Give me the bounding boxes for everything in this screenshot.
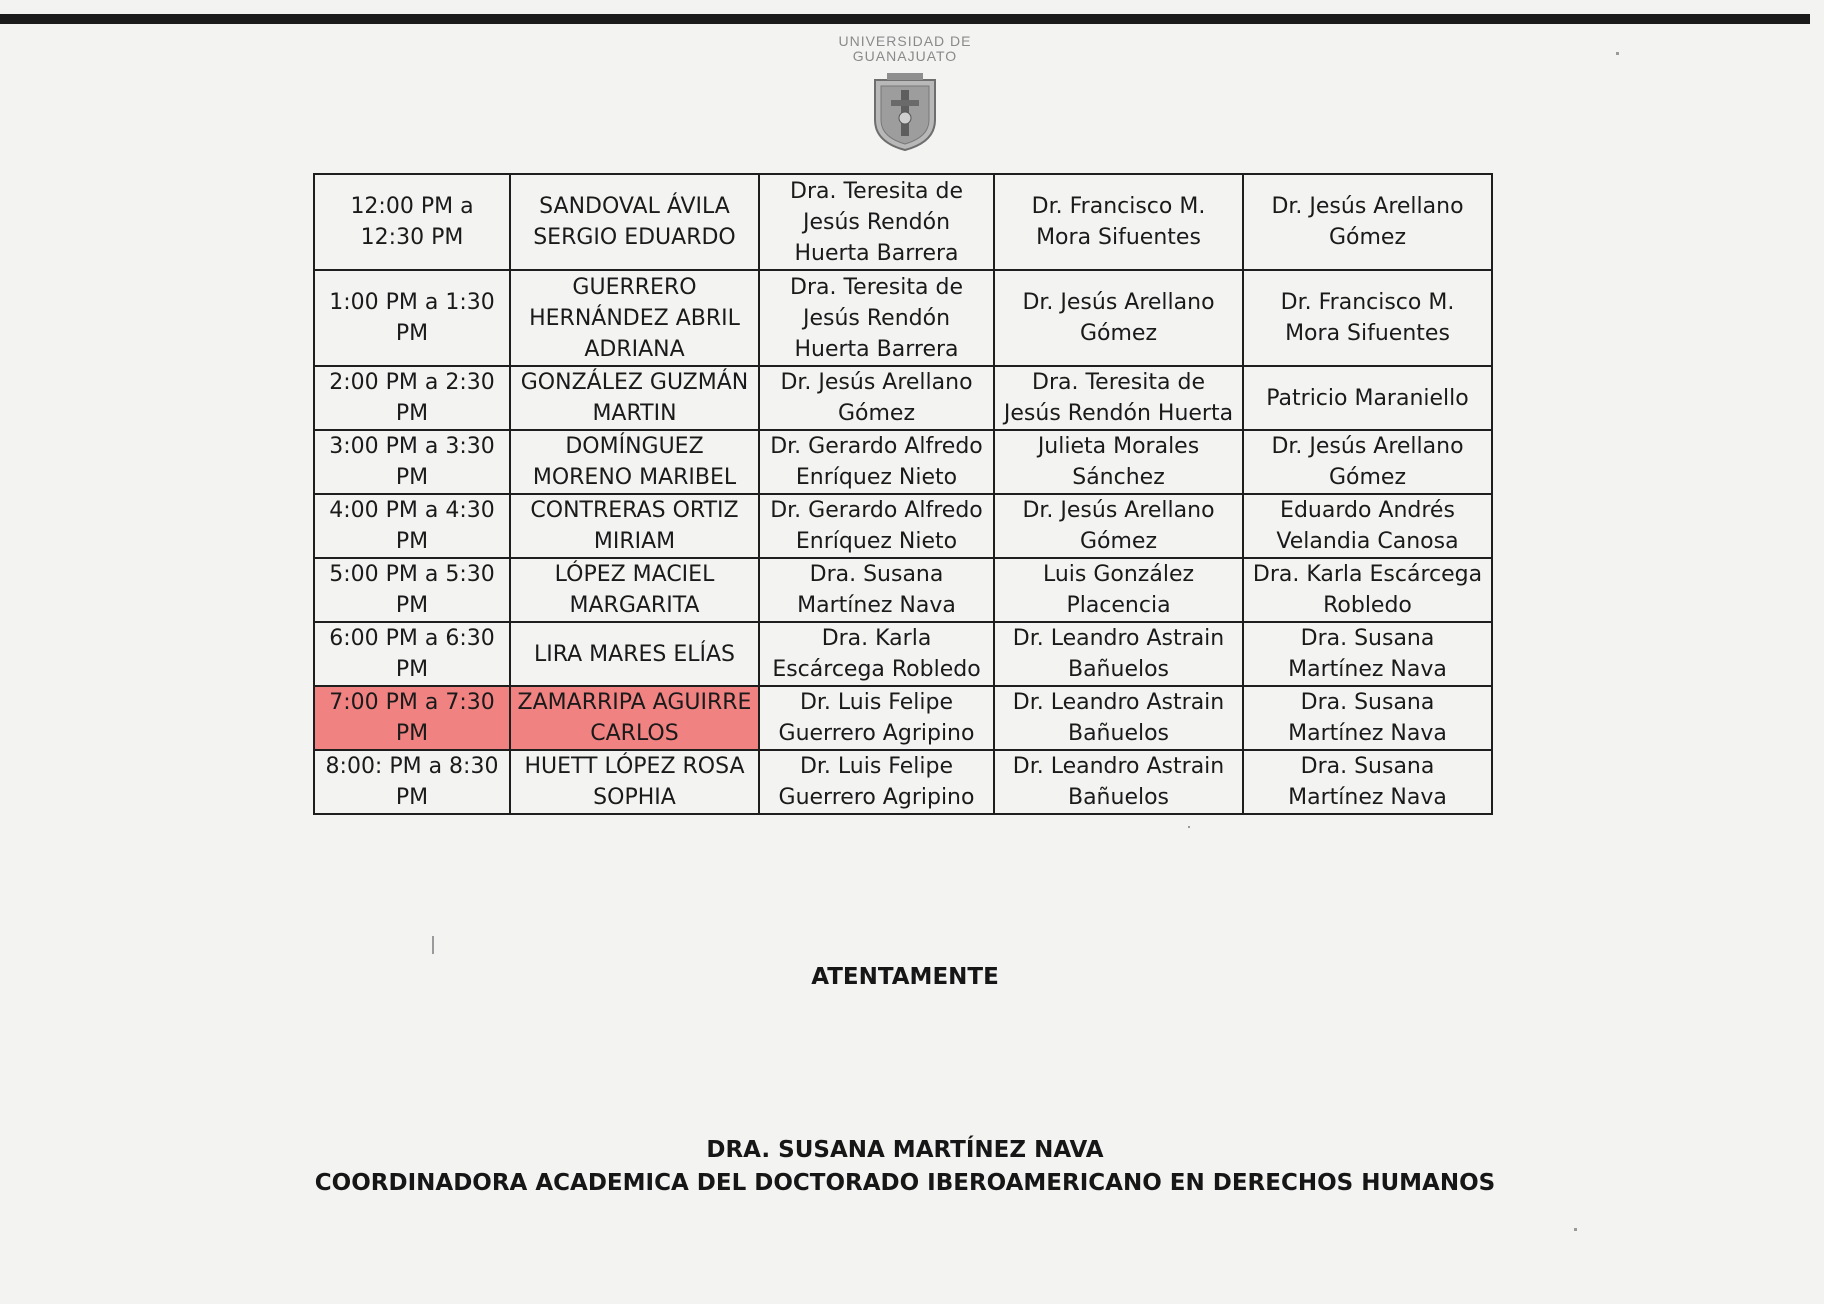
student-name: CONTRERAS ORTIZ MIRIAM xyxy=(510,494,759,558)
reviewer-3: Dr. Jesús Arellano Gómez xyxy=(1243,430,1492,494)
student-name: SANDOVAL ÁVILA SERGIO EDUARDO xyxy=(510,174,759,270)
closing-salutation: ATENTAMENTE xyxy=(811,964,999,990)
top-rule xyxy=(0,14,1810,24)
reviewer-2: Luis González Placencia xyxy=(994,558,1243,622)
student-name: LIRA MARES ELÍAS xyxy=(510,622,759,686)
institution-name: UNIVERSIDAD DE GUANAJUATO xyxy=(838,33,972,64)
schedule-table xyxy=(313,173,1493,815)
scan-speck xyxy=(432,936,434,954)
reviewer-3: Dr. Jesús Arellano Gómez xyxy=(1243,174,1492,270)
scan-speck xyxy=(1574,1228,1577,1231)
reviewer-1: Dra. Karla Escárcega Robledo xyxy=(759,622,994,686)
table-row xyxy=(314,750,1492,814)
student-name: HUETT LÓPEZ ROSA SOPHIA xyxy=(510,750,759,814)
table-row xyxy=(314,686,1492,750)
table-row xyxy=(314,366,1492,430)
table-row xyxy=(314,494,1492,558)
time-slot-highlighted: 7:00 PM a 7:30 PM xyxy=(314,686,510,750)
reviewer-3: Patricio Maraniello xyxy=(1243,366,1492,430)
time-slot: 2:00 PM a 2:30 PM xyxy=(314,366,510,430)
time-slot: 1:00 PM a 1:30 PM xyxy=(314,270,510,366)
reviewer-3: Dr. Francisco M. Mora Sifuentes xyxy=(1243,270,1492,366)
student-name: GONZÁLEZ GUZMÁN MARTIN xyxy=(510,366,759,430)
reviewer-2: Dr. Leandro Astrain Bañuelos xyxy=(994,686,1243,750)
university-seal-icon xyxy=(871,70,939,152)
reviewer-3: Eduardo Andrés Velandia Canosa xyxy=(1243,494,1492,558)
time-slot: 3:00 PM a 3:30 PM xyxy=(314,430,510,494)
table-row xyxy=(314,430,1492,494)
student-name: DOMÍNGUEZ MORENO MARIBEL xyxy=(510,430,759,494)
reviewer-1: Dr. Luis Felipe Guerrero Agripino xyxy=(759,750,994,814)
time-slot: 12:00 PM a 12:30 PM xyxy=(314,174,510,270)
time-slot: 4:00 PM a 4:30 PM xyxy=(314,494,510,558)
reviewer-2: Dr. Jesús Arellano Gómez xyxy=(994,270,1243,366)
student-name: LÓPEZ MACIEL MARGARITA xyxy=(510,558,759,622)
reviewer-1: Dra. Teresita de Jesús Rendón Huerta Barrera xyxy=(759,270,994,366)
reviewer-1: Dra. Susana Martínez Nava xyxy=(759,558,994,622)
table-row xyxy=(314,622,1492,686)
table-row xyxy=(314,174,1492,270)
reviewer-2: Dr. Leandro Astrain Bañuelos xyxy=(994,750,1243,814)
reviewer-1: Dr. Luis Felipe Guerrero Agripino xyxy=(759,686,994,750)
time-slot: 8:00: PM a 8:30 PM xyxy=(314,750,510,814)
table-row xyxy=(314,270,1492,366)
university-logo xyxy=(820,34,990,152)
reviewer-1: Dr. Jesús Arellano Gómez xyxy=(759,366,994,430)
table-row xyxy=(314,558,1492,622)
reviewer-3: Dra. Karla Escárcega Robledo xyxy=(1243,558,1492,622)
time-slot: 6:00 PM a 6:30 PM xyxy=(314,622,510,686)
reviewer-1: Dr. Gerardo Alfredo Enríquez Nieto xyxy=(759,430,994,494)
reviewer-3: Dra. Susana Martínez Nava xyxy=(1243,686,1492,750)
reviewer-2: Julieta Morales Sánchez xyxy=(994,430,1243,494)
signatory-position: COORDINADORA ACADEMICA DEL DOCTORADO IBEROAMERICANO EN DERECHOS HUMANOS xyxy=(314,1170,1496,1196)
reviewer-3: Dra. Susana Martínez Nava xyxy=(1243,622,1492,686)
reviewer-2: Dr. Jesús Arellano Gómez xyxy=(994,494,1243,558)
scan-speck xyxy=(1188,826,1190,828)
reviewer-3: Dra. Susana Martínez Nava xyxy=(1243,750,1492,814)
signatory-name: DRA. SUSANA MARTÍNEZ NAVA xyxy=(706,1137,1104,1163)
reviewer-2: Dr. Francisco M. Mora Sifuentes xyxy=(994,174,1243,270)
reviewer-2: Dr. Leandro Astrain Bañuelos xyxy=(994,622,1243,686)
defense-schedule xyxy=(313,173,1493,815)
time-slot: 5:00 PM a 5:30 PM xyxy=(314,558,510,622)
scan-speck xyxy=(1616,52,1619,55)
reviewer-1: Dr. Gerardo Alfredo Enríquez Nieto xyxy=(759,494,994,558)
student-name: GUERRERO HERNÁNDEZ ABRIL ADRIANA xyxy=(510,270,759,366)
reviewer-2: Dra. Teresita de Jesús Rendón Huerta xyxy=(994,366,1243,430)
reviewer-1: Dra. Teresita de Jesús Rendón Huerta Barrera xyxy=(759,174,994,270)
student-name-highlighted: ZAMARRIPA AGUIRRE CARLOS xyxy=(510,686,759,750)
